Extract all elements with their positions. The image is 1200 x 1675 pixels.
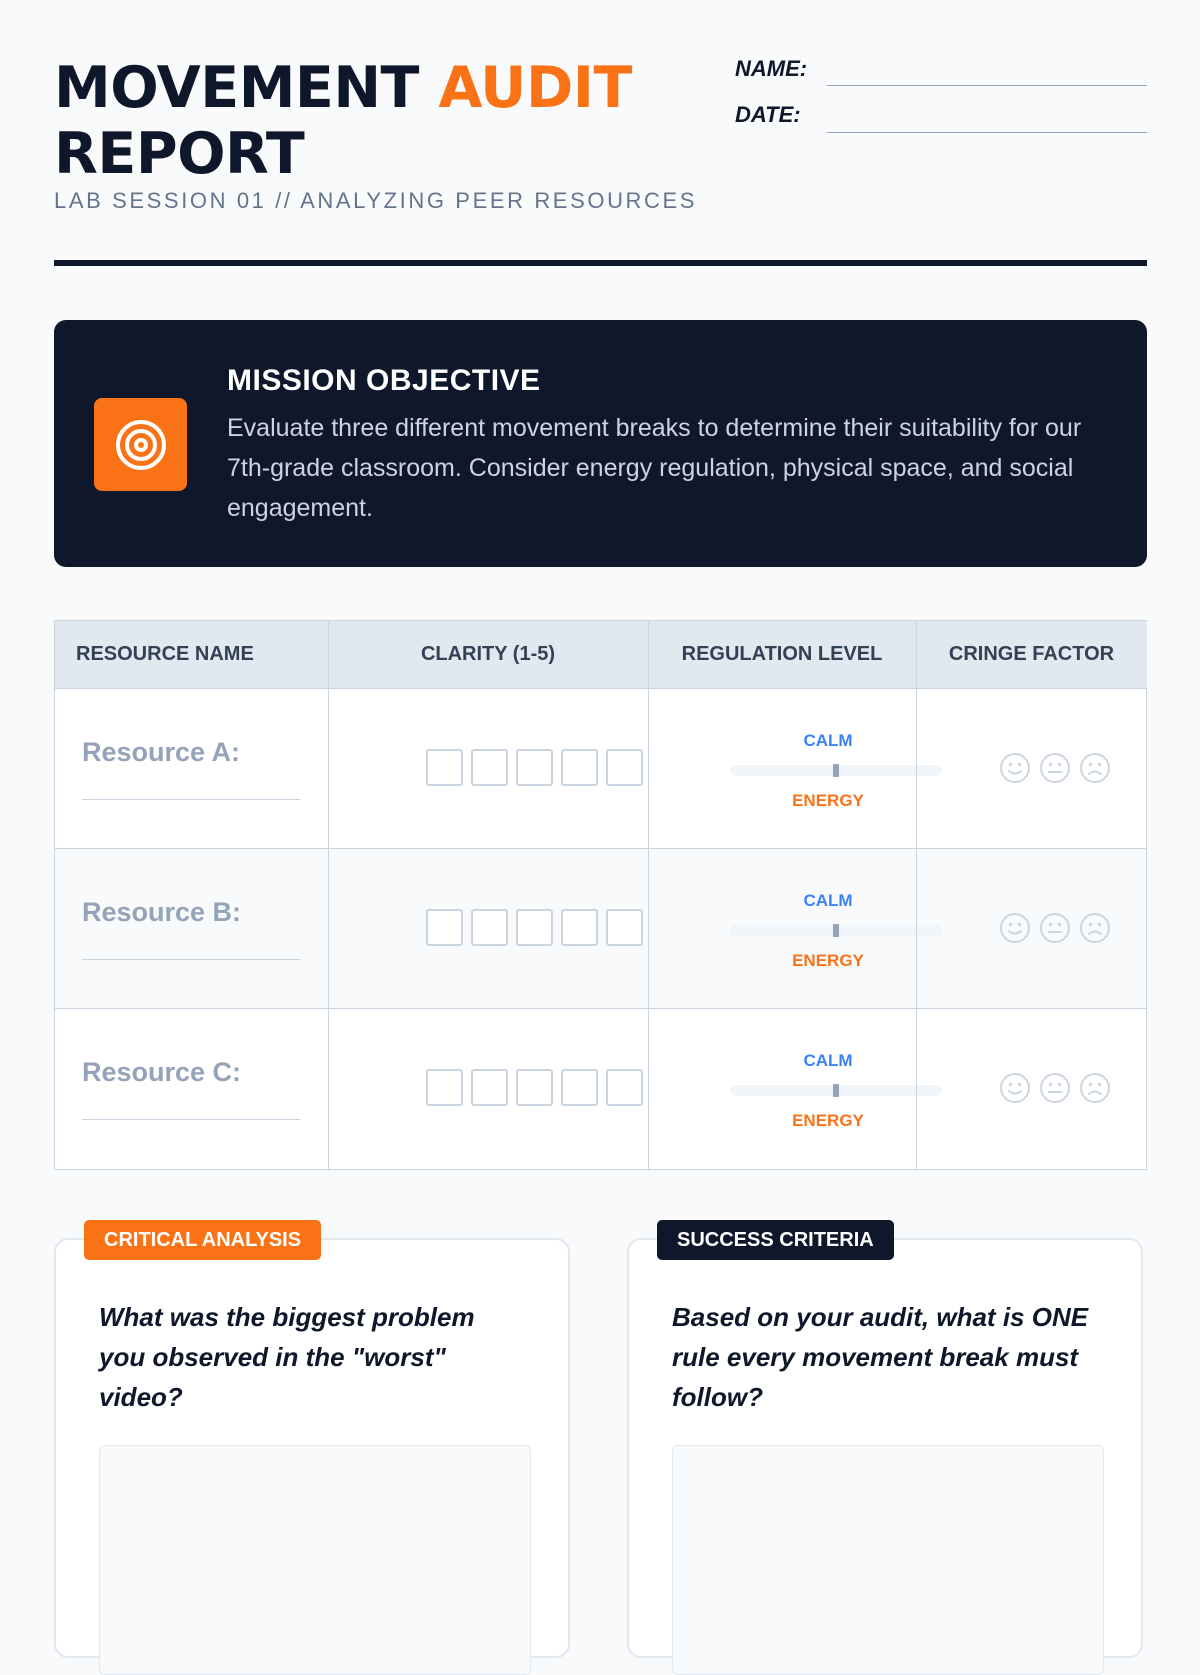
audit-table	[54, 620, 1147, 1170]
clarity-checkbox[interactable]	[606, 909, 643, 946]
resource-label: Resource C:	[82, 1057, 242, 1087]
clarity-checkbox[interactable]	[561, 1069, 598, 1106]
clarity-checkbox[interactable]	[561, 749, 598, 786]
name-label: NAME:	[735, 56, 808, 81]
resource-label: Resource B:	[82, 897, 242, 927]
page-subtitle: LAB SESSION 01 // ANALYZING PEER RESOURCES	[54, 188, 698, 213]
energy-label: ENERGY	[792, 1111, 864, 1130]
slider-handle[interactable]	[833, 924, 839, 937]
clarity-checkbox[interactable]	[426, 749, 463, 786]
critical-analysis-tag: CRITICAL ANALYSIS	[84, 1220, 321, 1260]
resource-label: Resource A:	[82, 737, 241, 767]
target-icon	[94, 398, 187, 491]
table-row	[55, 689, 1146, 849]
calm-label: CALM	[803, 891, 853, 910]
answer-box[interactable]	[99, 1445, 531, 1675]
smile-face-icon[interactable]	[999, 912, 1031, 944]
clarity-rating	[375, 909, 694, 949]
clarity-checkbox[interactable]	[426, 909, 463, 946]
resource-name-field[interactable]	[82, 1119, 300, 1120]
column-divider	[648, 621, 649, 1169]
clarity-checkbox[interactable]	[471, 749, 508, 786]
mission-text: Evaluate three different movement breaks to determine their suitability for our 7th-grade classroom. Consider energy regulation, physical space, and social engagement.	[227, 414, 1082, 522]
answer-box[interactable]	[672, 1445, 1104, 1675]
header-divider	[54, 260, 1147, 266]
mission-title: MISSION OBJECTIVE	[227, 364, 541, 397]
clarity-checkbox[interactable]	[471, 1069, 508, 1106]
header-regulation-level: REGULATION LEVEL	[648, 621, 916, 689]
title-word: MOVEMENT	[54, 55, 419, 121]
page-title-line-2: REPORT	[54, 121, 305, 187]
slider-handle[interactable]	[833, 764, 839, 777]
regulation-slider-group	[694, 689, 962, 849]
name-field[interactable]	[827, 85, 1147, 86]
regulation-slider[interactable]	[730, 765, 942, 776]
page-title-line-1	[54, 55, 632, 121]
column-divider	[328, 621, 329, 1169]
critical-analysis-card	[54, 1238, 570, 1658]
date-field[interactable]	[827, 132, 1147, 133]
smile-face-icon[interactable]	[999, 1072, 1031, 1104]
success-criteria-card	[627, 1238, 1143, 1658]
slider-handle[interactable]	[833, 1084, 839, 1097]
cringe-rating	[962, 1072, 1148, 1106]
frown-face-icon[interactable]	[1079, 912, 1111, 944]
clarity-checkbox[interactable]	[426, 1069, 463, 1106]
success-criteria-tag: SUCCESS CRITERIA	[657, 1220, 894, 1260]
clarity-checkbox[interactable]	[606, 749, 643, 786]
neutral-face-icon[interactable]	[1039, 752, 1071, 784]
table-row	[55, 1009, 1146, 1169]
card-question: What was the biggest problem you observed in the "worst" video?	[99, 1302, 475, 1412]
resource-name-field[interactable]	[82, 959, 300, 960]
clarity-checkbox[interactable]	[516, 1069, 553, 1106]
smile-face-icon[interactable]	[999, 752, 1031, 784]
regulation-slider-group	[694, 849, 962, 1009]
date-label: DATE:	[735, 102, 801, 127]
clarity-checkbox[interactable]	[606, 1069, 643, 1106]
calm-label: CALM	[803, 731, 853, 750]
resource-name-field[interactable]	[82, 799, 300, 800]
cringe-rating	[962, 912, 1148, 946]
table-row	[55, 849, 1146, 1009]
header-cringe-factor: CRINGE FACTOR	[916, 621, 1147, 689]
table-body	[55, 689, 1146, 1169]
neutral-face-icon[interactable]	[1039, 912, 1071, 944]
regulation-slider[interactable]	[730, 925, 942, 936]
clarity-rating	[375, 1069, 694, 1109]
calm-label: CALM	[803, 1051, 853, 1070]
clarity-checkbox[interactable]	[516, 909, 553, 946]
title-accent-word: AUDIT	[438, 55, 632, 121]
column-divider	[916, 621, 917, 1169]
regulation-slider-group	[694, 1009, 962, 1169]
worksheet-page	[54, 0, 1147, 1600]
mission-card	[54, 320, 1147, 567]
header-resource-name: RESOURCE NAME	[55, 621, 328, 689]
clarity-checkbox[interactable]	[471, 909, 508, 946]
clarity-checkbox[interactable]	[516, 749, 553, 786]
frown-face-icon[interactable]	[1079, 1072, 1111, 1104]
cringe-rating	[962, 752, 1148, 786]
clarity-checkbox[interactable]	[561, 909, 598, 946]
energy-label: ENERGY	[792, 791, 864, 810]
regulation-slider[interactable]	[730, 1085, 942, 1096]
clarity-rating	[375, 749, 694, 789]
energy-label: ENERGY	[792, 951, 864, 970]
card-question: Based on your audit, what is ONE rule every movement break must follow?	[672, 1302, 1089, 1412]
frown-face-icon[interactable]	[1079, 752, 1111, 784]
header-clarity: CLARITY (1-5)	[328, 621, 648, 689]
neutral-face-icon[interactable]	[1039, 1072, 1071, 1104]
